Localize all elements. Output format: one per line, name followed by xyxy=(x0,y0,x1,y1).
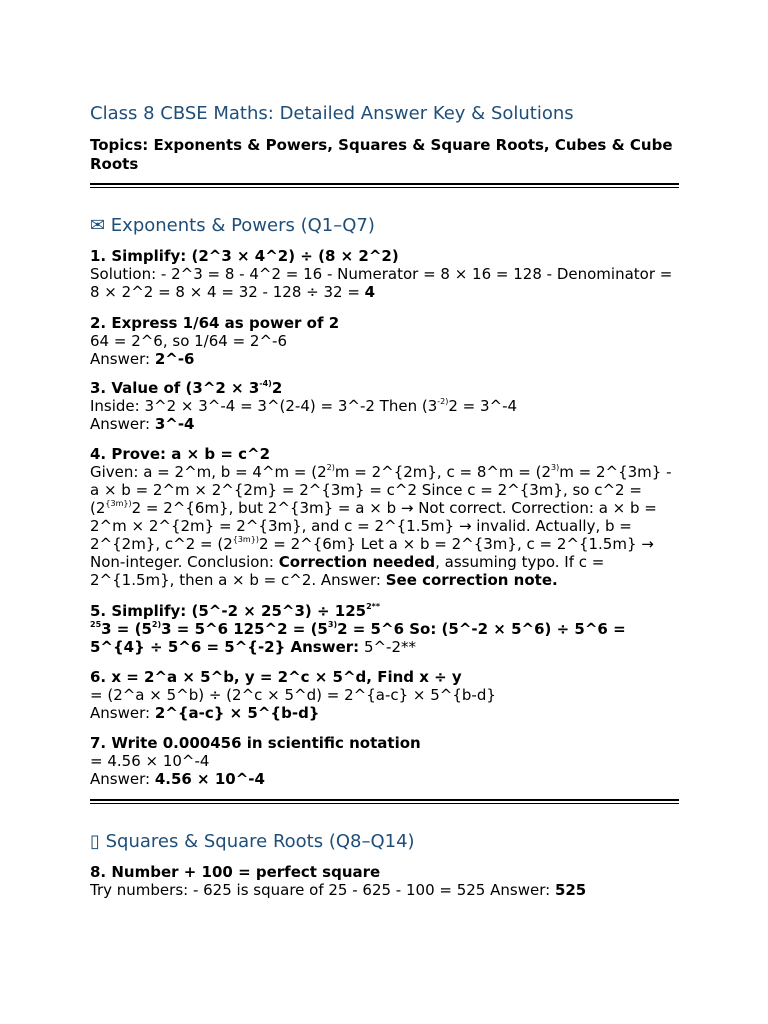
question-1 xyxy=(90,247,679,301)
solution-text: 64 = 2^6, so 1/64 = 2^-6 xyxy=(90,332,287,350)
solution-text: $^{25}3 = (5^{2)}3$ = 5^6 125^2 = ($5^{3)}2$ = 5^6 So: (5^-2 × 5^6) ÷ 5^6 = 5^{4} ÷ 5^6 = 5^{-2} Answer: 5^-2** xyxy=(90,620,626,656)
answer-value: 4.56 × 10^-4 xyxy=(154,770,265,788)
document-title: Class 8 CBSE Maths: Detailed Answer Key & Solutions xyxy=(90,103,574,124)
solution-text: Solution: - 2^3 = 8 - 4^2 = 16 - Numerator = 8 × 16 = 128 - Denominator = 8 × 2^2 = 8 × 4 = 32 - 128 ÷ 32 = xyxy=(90,265,673,301)
solution-text: Inside: 3^2 × 3^-4 = 3^(2-4) = 3^-2 Then ($3^{-2)}2$ = 3^-4 xyxy=(90,397,518,415)
answer-label: Answer: xyxy=(90,415,155,433)
question-4 xyxy=(90,445,679,589)
answer-label: Answer: xyxy=(90,704,155,722)
question-title: 4. Prove: a × b = c^2 xyxy=(90,445,271,463)
divider xyxy=(90,183,679,188)
question-3 xyxy=(90,379,679,433)
question-title: 6. x = 2^a × 5^b, y = 2^c × 5^d, Find x ÷ y xyxy=(90,668,462,686)
answer-value: 2^{a-c} × 5^{b-d} xyxy=(154,704,320,722)
answer-value: 525 xyxy=(554,881,587,899)
question-title: 7. Write 0.000456 in scientific notation xyxy=(90,734,421,752)
question-2 xyxy=(90,314,679,368)
divider xyxy=(90,799,679,804)
question-title: 5. Simplify: (5^-2 × 25^3) ÷ $125^{2**}$ xyxy=(90,602,381,620)
answer-value: 4 xyxy=(364,283,376,301)
solution-text: = (2^a × 5^b) ÷ (2^c × 5^d) = 2^{a-c} × 5^{b-d} xyxy=(90,686,496,704)
question-6 xyxy=(90,668,679,722)
answer-label: Answer: xyxy=(90,350,155,368)
topics-line: Topics: Exponents & Powers, Squares & Square Roots, Cubes & Cube Roots xyxy=(90,136,673,173)
section-heading-exponents: ✉ Exponents & Powers (Q1–Q7) xyxy=(90,215,375,236)
answer-label: Answer: xyxy=(90,770,155,788)
solution-text: Given: a = 2^m, b = 4^m = ($2^{2)}m$ = 2^{2m}, c = 8^m = ($2^{3)}m$ = 2^{3m} - a × b = 2^m × 2^{2m} = 2^{3m} = c^2 Since c = 2^{3m}, so c^2 = ($2^{\{3m\})}2$ = 2^{6m}, but 2^{3m} = a × b → Not correct. Correction: a × b = 2^m × 2^{2m} = 2^{3m}, and c = 2^{1.5m} → invalid. Actually, b = 2^{2m}, c^2 = ($2^{\{3m\})}2$ = 2^{6m} Let a × b = 2^{3m}, c = 2^{1.5m} → Non-integer. Conclusion: Correction needed, assuming typo. If c = 2^{1.5m}, then a × b = c^2. Answer: See correction note. xyxy=(90,463,672,589)
question-title: 1. Simplify: (2^3 × 4^2) ÷ (8 × 2^2) xyxy=(90,247,399,265)
question-8 xyxy=(90,863,679,899)
answer-value: 3^-4 xyxy=(154,415,195,433)
solution-text: = 4.56 × 10^-4 xyxy=(90,752,210,770)
question-title: 2. Express 1/64 as power of 2 xyxy=(90,314,340,332)
question-5 xyxy=(90,602,679,656)
answer-value: 2^-6 xyxy=(154,350,195,368)
question-title: 3. Value of (3^2 × $3^{-4)}2$ xyxy=(90,379,283,397)
question-7 xyxy=(90,734,679,788)
solution-text: Try numbers: - 625 is square of 25 - 625 - 100 = 525 Answer: xyxy=(90,881,555,899)
section-heading-squares: ▯ Squares & Square Roots (Q8–Q14) xyxy=(90,831,415,852)
question-title: 8. Number + 100 = perfect square xyxy=(90,863,381,881)
